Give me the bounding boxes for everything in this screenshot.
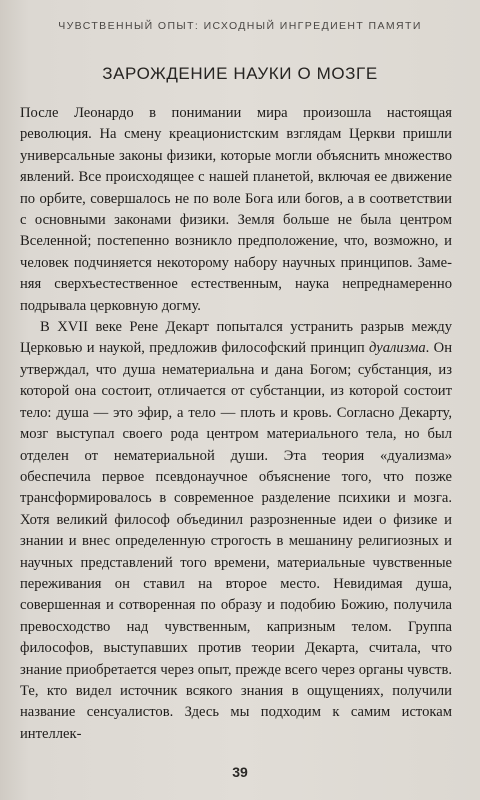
body-text (20, 103, 452, 745)
paragraph-2-text-end: . Он утверждал, что душа нематериальна и дана Богом; субстанция, из которой она состоит, отличается от субстанции, из которой состоит тело: душа — это эфир, а тело — плоть и кровь. Согласно Декарту, мозг выступал своего рода центром материального тела, но был отделен от нематериальной души. Эта теория «дуализма» обеспечила первое псевдонаучное объяснение того, что позже трансформировалось в современное разделение психики и мозга. Хотя великий философ объединил разрозненные идеи о физике и знании и внес определенную строгость в мешанину религиозных и научных представлений того времени, материальные чувственные переживания он ставил на второе место. Невидимая душа, совершенная и сотворенная по образу и подобию Божию, получила превосходство над чувственным, капризным телом. Группа философов, выступавших против теории Декарта, считала, что знание приобретается через опыт, прежде всего через органы чувств. Те, кто видел источник всякого знания в ощущениях, получили название сенсуалистов. Здесь мы подходим к самим истокам интеллек- (20, 340, 453, 742)
paragraph-1: После Леонардо в понимании мира произошла настоящая революция. На смену креационистским взглядам Церкви пришли универсальные законы физики, которые могли объяснить множество явлений. Все происходящее с нашей планетой, включая ее движение по орбите, совершалось не по воле Бога или богов, а в соответствии с основными законами физики. Земля больше не была центром Вселенной; постепенно возникло предположение, что, возможно, и человек подчиняется некоторому набору научных принципов. Заменяя сверхъестественное естественным, наука непреднамеренно подрывала церковную догму. (20, 105, 452, 314)
paragraph-2-text-start: В XVII веке Рене Декарт попытался устранить разрыв между Церковью и наукой, предложив философский принцип (20, 319, 452, 357)
section-title: ЗАРОЖДЕНИЕ НАУКИ О МОЗГЕ (102, 64, 378, 83)
paragraph-2 (20, 317, 452, 745)
page-number: 39 (232, 764, 248, 780)
dualism-term: дуализма (369, 340, 426, 357)
running-header: ЧУВСТВЕННЫЙ ОПЫТ: ИСХОДНЫЙ ИНГРЕДИЕНТ ПАМЯТИ (58, 20, 422, 32)
